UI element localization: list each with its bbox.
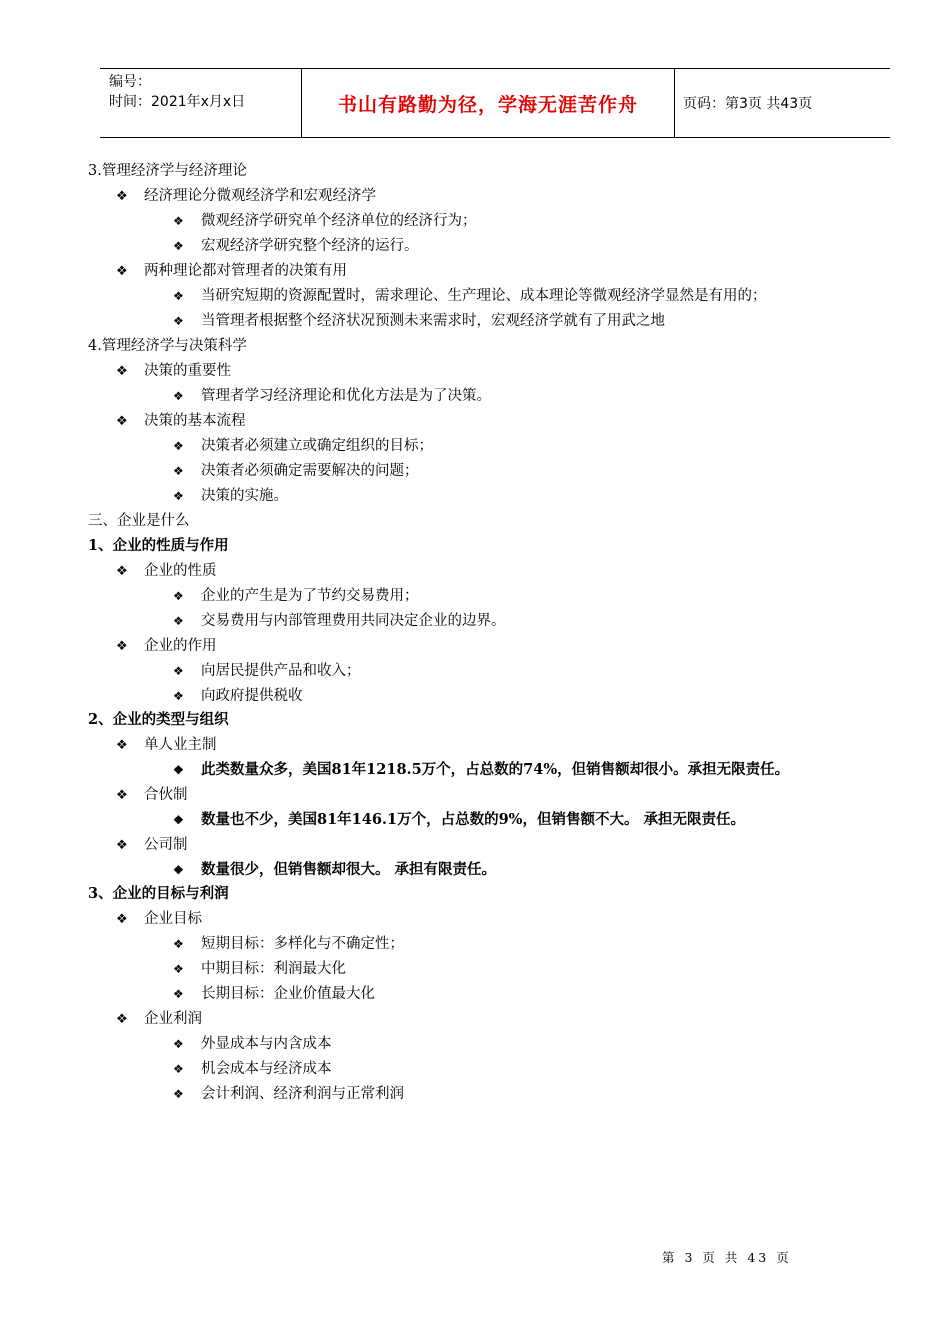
- bullet-icon: ❖: [116, 564, 128, 579]
- bullet-icon: ❖: [173, 863, 184, 877]
- bullet-icon: ❖: [116, 838, 128, 853]
- bullet-icon: ❖: [173, 937, 184, 951]
- bullet-icon: ❖: [173, 589, 184, 603]
- list-item: ❖ 机会成本与经济成本: [173, 1061, 332, 1077]
- bullet-icon: ❖: [116, 1012, 128, 1027]
- bullet-icon: ❖: [173, 489, 184, 503]
- list-item: ❖ 经济理论分微观经济学和宏观经济学: [116, 186, 376, 207]
- list-item: ❖ 当管理者根据整个经济状况预测未来需求时，宏观经济学就有了用武之地: [173, 313, 665, 329]
- section-heading: 3.管理经济学与经济理论: [88, 163, 247, 179]
- list-item: ❖ 合伙制: [116, 785, 188, 806]
- bullet-icon: ❖: [173, 1037, 184, 1051]
- list-item: ❖ 当研究短期的资源配置时，需求理论、生产理论、成本理论等微观经济学显然是有用的；: [173, 288, 767, 304]
- bullet-icon: ❖: [116, 414, 128, 429]
- list-item: ❖ 会计利润、经济利润与正常利润: [173, 1086, 404, 1102]
- list-item: ❖ 微观经济学研究单个经济单位的经济行为；: [173, 213, 477, 229]
- list-item: ❖ 决策的基本流程: [116, 411, 246, 432]
- list-item: ❖ 交易费用与内部管理费用共同决定企业的边界。: [173, 613, 506, 629]
- bullet-icon: ❖: [116, 738, 128, 753]
- section-heading: 1、企业的性质与作用: [88, 537, 229, 554]
- list-item: ❖ 企业目标: [116, 909, 202, 930]
- list-item: ❖ 企业的性质: [116, 561, 217, 582]
- chapter-heading: 三、企业是什么: [88, 513, 190, 529]
- number-label: 编号：: [109, 74, 151, 90]
- list-item: ❖ 决策的实施。: [173, 488, 288, 504]
- bullet-icon: ❖: [116, 639, 128, 654]
- bullet-icon: ❖: [116, 364, 128, 379]
- bullet-icon: ❖: [173, 389, 184, 403]
- list-item: ❖ 决策者必须建立或确定组织的目标；: [173, 438, 433, 454]
- bullet-icon: ❖: [173, 614, 184, 628]
- list-item: ❖ 决策的重要性: [116, 361, 231, 382]
- bullet-icon: ❖: [173, 1087, 184, 1101]
- bullet-icon: ❖: [173, 763, 184, 777]
- page-footer: 第 3 页 共 43 页: [662, 1250, 792, 1265]
- bullet-icon: ❖: [116, 912, 128, 927]
- bullet-icon: ❖: [116, 788, 128, 803]
- bullet-icon: ❖: [173, 314, 184, 328]
- list-item: ❖ 管理者学习经济理论和优化方法是为了决策。: [173, 388, 491, 404]
- time-label: 时间：2021年x月x日: [109, 94, 246, 110]
- list-item: ❖ 数量也不少，美国81年146.1万个，占总数的9%，但销售额不大。 承担无限责任。: [173, 811, 745, 828]
- bullet-icon: ❖: [173, 289, 184, 303]
- list-item: ❖ 宏观经济学研究整个经济的运行。: [173, 238, 419, 254]
- bullet-icon: ❖: [173, 439, 184, 453]
- bullet-icon: ❖: [173, 962, 184, 976]
- page-header: [100, 68, 890, 138]
- list-item: ❖ 数量很少，但销售额却很大。 承担有限责任。: [173, 861, 497, 878]
- list-item: ❖ 公司制: [116, 835, 188, 856]
- list-item: ❖ 向政府提供税收: [173, 688, 303, 704]
- section-heading: 4.管理经济学与决策科学: [88, 338, 247, 354]
- bullet-icon: ❖: [173, 813, 184, 827]
- list-item: ❖ 短期目标：多样化与不确定性；: [173, 936, 404, 952]
- section-heading: 2、企业的类型与组织: [88, 711, 229, 728]
- list-item: ❖ 企业的产生是为了节约交易费用；: [173, 588, 419, 604]
- list-item: ❖ 外显成本与内含成本: [173, 1036, 332, 1052]
- bullet-icon: ❖: [173, 664, 184, 678]
- list-item: ❖ 长期目标：企业价值最大化: [173, 986, 375, 1002]
- bullet-icon: ❖: [173, 464, 184, 478]
- list-item: ❖ 决策者必须确定需要解决的问题；: [173, 463, 419, 479]
- list-item: ❖ 此类数量众多，美国81年1218.5万个，占总数的74%，但销售额却很小。承担无限责任。: [173, 761, 790, 778]
- list-item: ❖ 单人业主制: [116, 735, 217, 756]
- list-item: ❖ 中期目标：利润最大化: [173, 961, 346, 977]
- list-item: ❖ 向居民提供产品和收入；: [173, 663, 361, 679]
- bullet-icon: ❖: [116, 189, 128, 204]
- header-meta: [100, 69, 302, 137]
- list-item: ❖ 企业利润: [116, 1009, 202, 1030]
- bullet-icon: ❖: [173, 689, 184, 703]
- bullet-icon: ❖: [173, 214, 184, 228]
- bullet-icon: ❖: [116, 264, 128, 279]
- list-item: ❖ 企业的作用: [116, 636, 217, 657]
- bullet-icon: ❖: [173, 239, 184, 253]
- section-heading: 3、企业的目标与利润: [88, 885, 229, 902]
- bullet-icon: ❖: [173, 1062, 184, 1076]
- header-page-info: 页码：第3页 共43页: [683, 96, 813, 112]
- header-motto: 书山有路勤为径，学海无涯苦作舟: [302, 69, 675, 137]
- bullet-icon: ❖: [173, 987, 184, 1001]
- list-item: ❖ 两种理论都对管理者的决策有用: [116, 261, 347, 282]
